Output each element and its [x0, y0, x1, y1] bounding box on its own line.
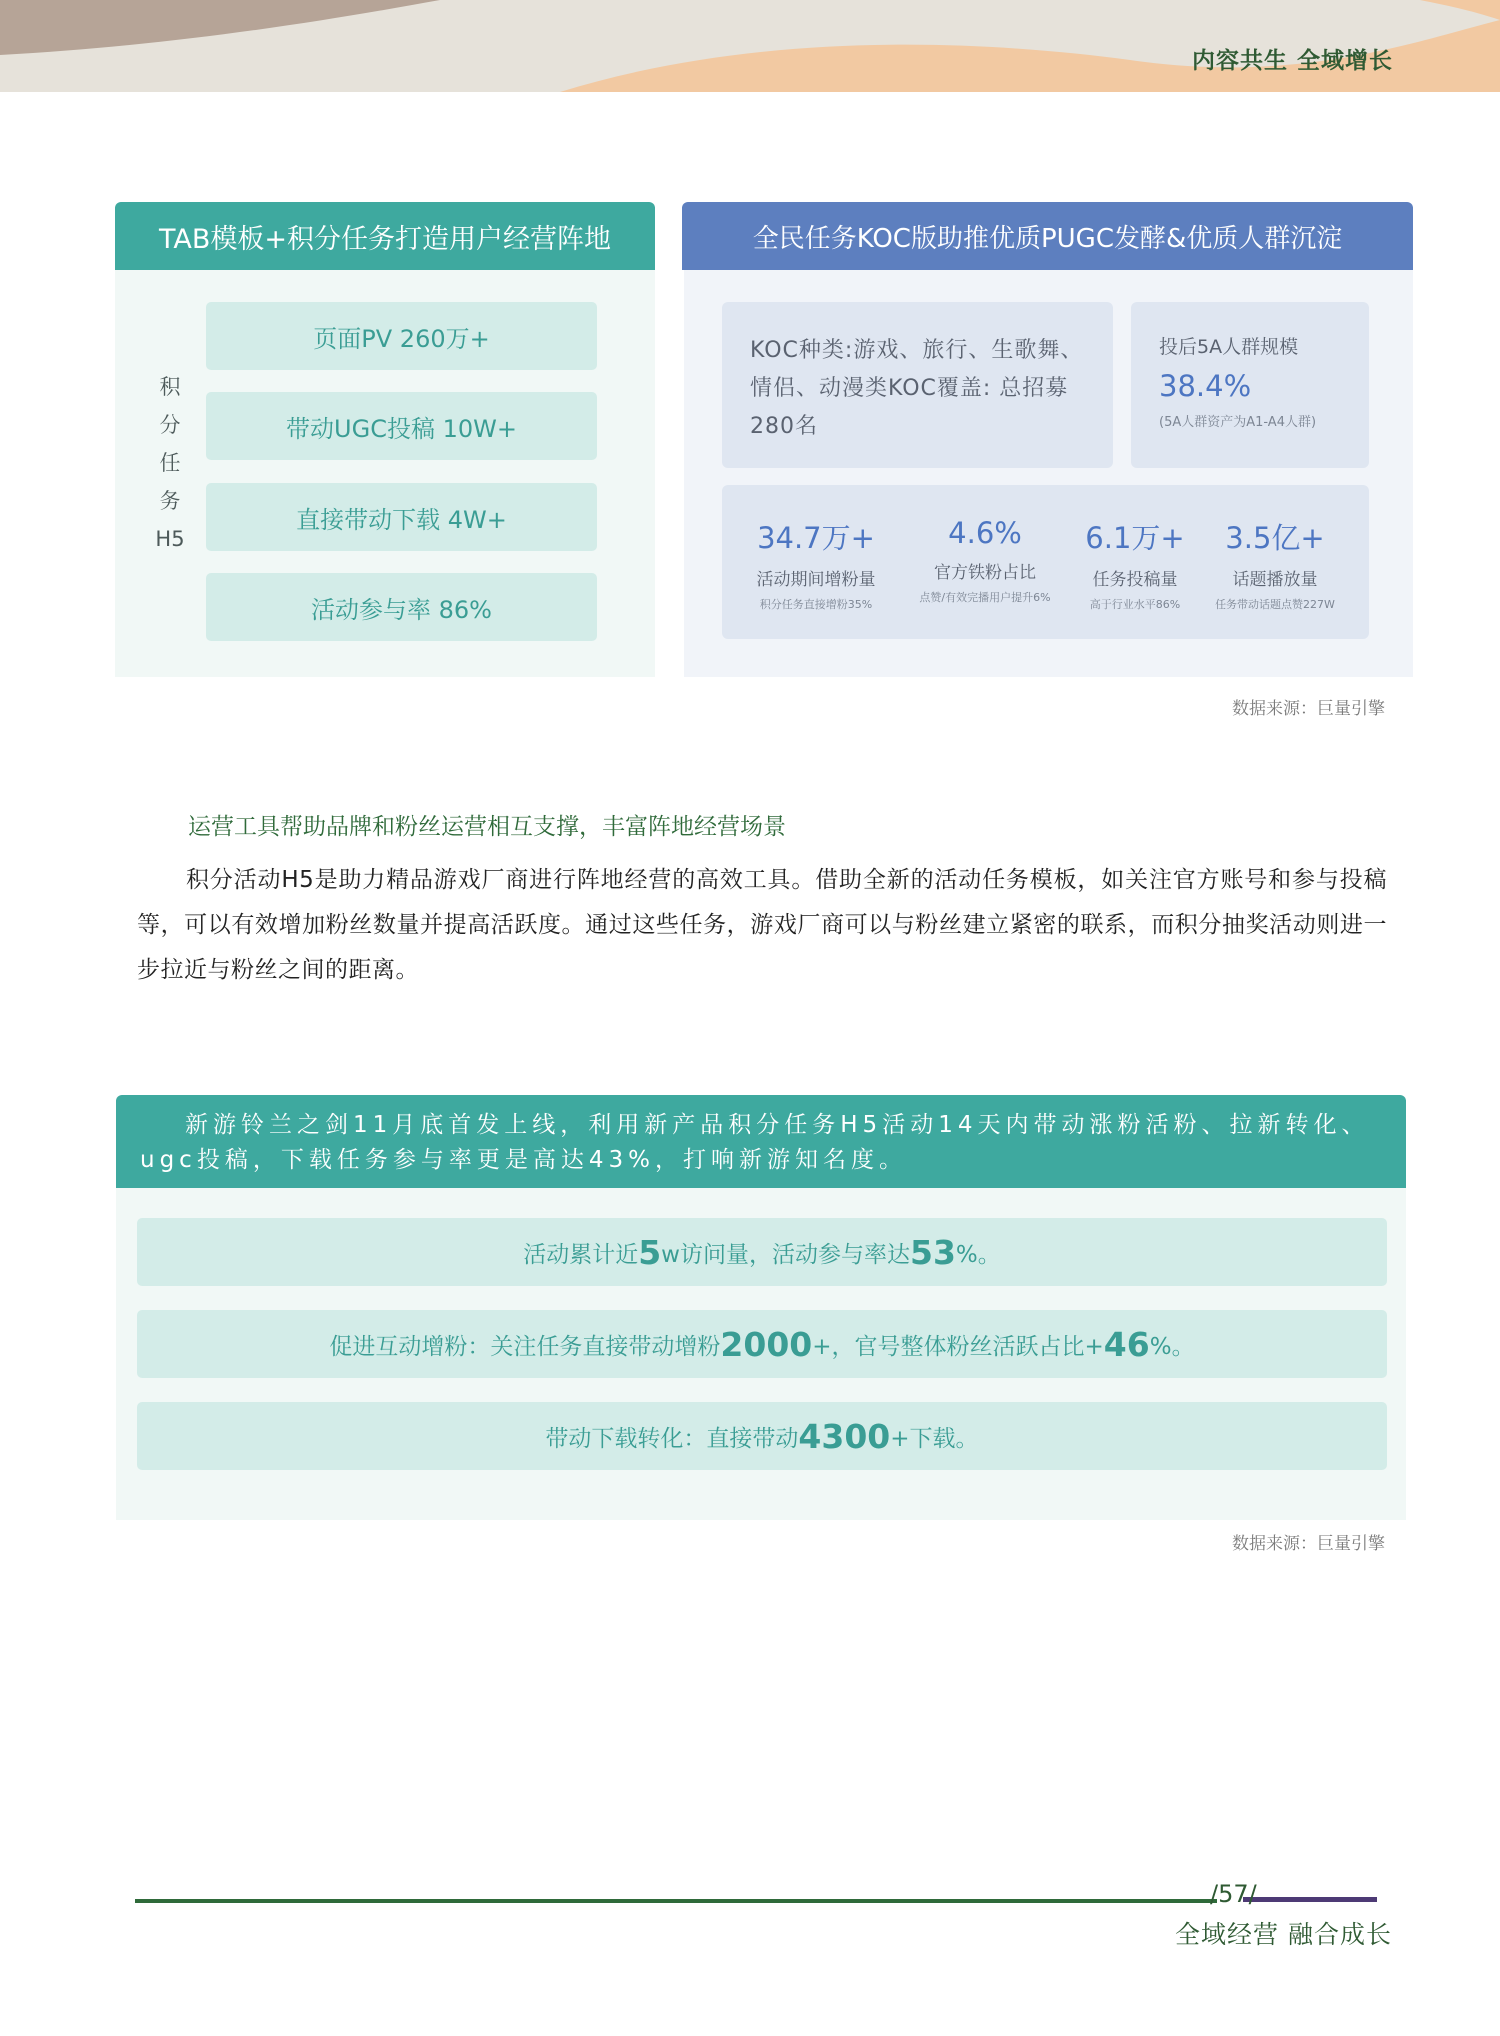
data-source: 数据来源：巨量引擎 — [1232, 1534, 1385, 1554]
stat-value: 4.6% — [948, 516, 1022, 550]
stat-value: 6.1万+ — [1085, 521, 1185, 555]
koc-box: KOC种类:游戏、旅行、生歌舞、情侣、动漫类KOC覆盖: 总招募280名 — [722, 302, 1113, 468]
a5-value: 38.4% — [1159, 369, 1252, 403]
case-row-text: w访问量，活动参与率达 — [661, 1241, 910, 1268]
right-panel-title: 全民任务KOC版助推优质PUGC发酵&优质人群沉淀 — [682, 202, 1413, 270]
vertical-label-char: H5 — [155, 527, 185, 551]
a5-box — [1131, 302, 1369, 468]
stat-value: 3.5亿+ — [1225, 521, 1325, 555]
stat-note: 积分任务直接增粉35% — [759, 598, 873, 611]
metric-ugc: 带动UGC投稿 10W+ — [206, 392, 597, 460]
left-panel-title: TAB模板+积分任务打造用户经营阵地 — [115, 202, 655, 270]
case-row-text: %。 — [955, 1241, 1001, 1268]
stat-label: 官方铁粉占比 — [934, 563, 1036, 583]
footer-divider — [135, 1899, 1217, 1903]
case-row-downloads — [137, 1402, 1387, 1470]
case-row-text: 带动下载转化：直接带动 — [545, 1425, 799, 1452]
stat-note: 高于行业水平86% — [1089, 598, 1181, 611]
footer-tag: 全域经营 融合成长 — [1175, 1920, 1392, 1949]
stat-note: 任务带动话题点赞227W — [1215, 598, 1335, 611]
case-row-number: 2000 — [720, 1324, 813, 1364]
case-row-fans — [137, 1310, 1387, 1378]
case-row-number: 5 — [638, 1232, 662, 1272]
a5-note: (5A人群资产为A1-A4人群) — [1159, 415, 1317, 430]
stats-box — [722, 485, 1369, 639]
stat-item — [919, 516, 1050, 605]
vertical-label-char: 积 — [159, 375, 181, 399]
metric-page-pv: 页面PV 260万+ — [206, 302, 597, 370]
vertical-label-char: 务 — [159, 489, 181, 513]
stat-item — [757, 516, 876, 612]
case-row-number: 53 — [909, 1232, 956, 1272]
section-subheading: 运营工具帮助品牌和粉丝运营相互支撑，丰富阵地经营场景 — [188, 814, 786, 840]
stat-value: 34.7万+ — [757, 521, 875, 555]
case-row-number: 4300 — [798, 1416, 891, 1456]
case-row-number: 46 — [1103, 1324, 1150, 1364]
stat-label: 话题播放量 — [1232, 570, 1318, 590]
stat-note: 点赞/有效完播用户提升6% — [919, 591, 1051, 604]
metric-participation: 活动参与率 86% — [206, 573, 597, 641]
vertical-label-char: 任 — [159, 451, 181, 475]
page-number: /57/ — [1210, 1880, 1257, 1908]
case-row-text: 促进互动增粉：关注任务直接带动增粉 — [329, 1333, 721, 1360]
a5-label: 投后5A人群规模 — [1159, 336, 1299, 358]
header-tag: 内容共生 全域增长 — [1191, 48, 1393, 74]
stat-item — [1215, 516, 1335, 612]
page-number-value: 57 — [1218, 1880, 1249, 1908]
case-row-visits — [137, 1218, 1387, 1286]
stat-label: 任务投稿量 — [1092, 570, 1178, 590]
case-row-text: %。 — [1149, 1333, 1195, 1360]
stat-item — [1085, 516, 1184, 612]
case-row-text: 活动累计近 — [523, 1241, 639, 1268]
footer-accent-line — [1243, 1897, 1377, 1902]
case-row-text: +，官号整体粉丝活跃占比+ — [812, 1333, 1104, 1360]
metric-download: 直接带动下载 4W+ — [206, 483, 597, 551]
stat-label: 活动期间增粉量 — [756, 570, 876, 590]
case-headline: 新游铃兰之剑11月底首发上线，利用新产品积分任务H5活动14天内带动涨粉活粉、拉新转化、ugc投稿，下载任务参与率更是高达43%，打响新游知名度。 — [116, 1095, 1406, 1188]
vertical-label-char: 分 — [159, 413, 181, 437]
vertical-label — [150, 368, 190, 558]
case-row-text: +下载。 — [890, 1425, 979, 1452]
data-source: 数据来源：巨量引擎 — [1232, 699, 1385, 719]
section-paragraph: 积分活动H5是助力精品游戏厂商进行阵地经营的高效工具。借助全新的活动任务模板，如关注官方账号和参与投稿等，可以有效增加粉丝数量并提高活跃度。通过这些任务，游戏厂商可以与粉丝建立紧密的联系，而积分抽奖活动则进一步拉近与粉丝之间的距离。 — [137, 867, 1387, 983]
